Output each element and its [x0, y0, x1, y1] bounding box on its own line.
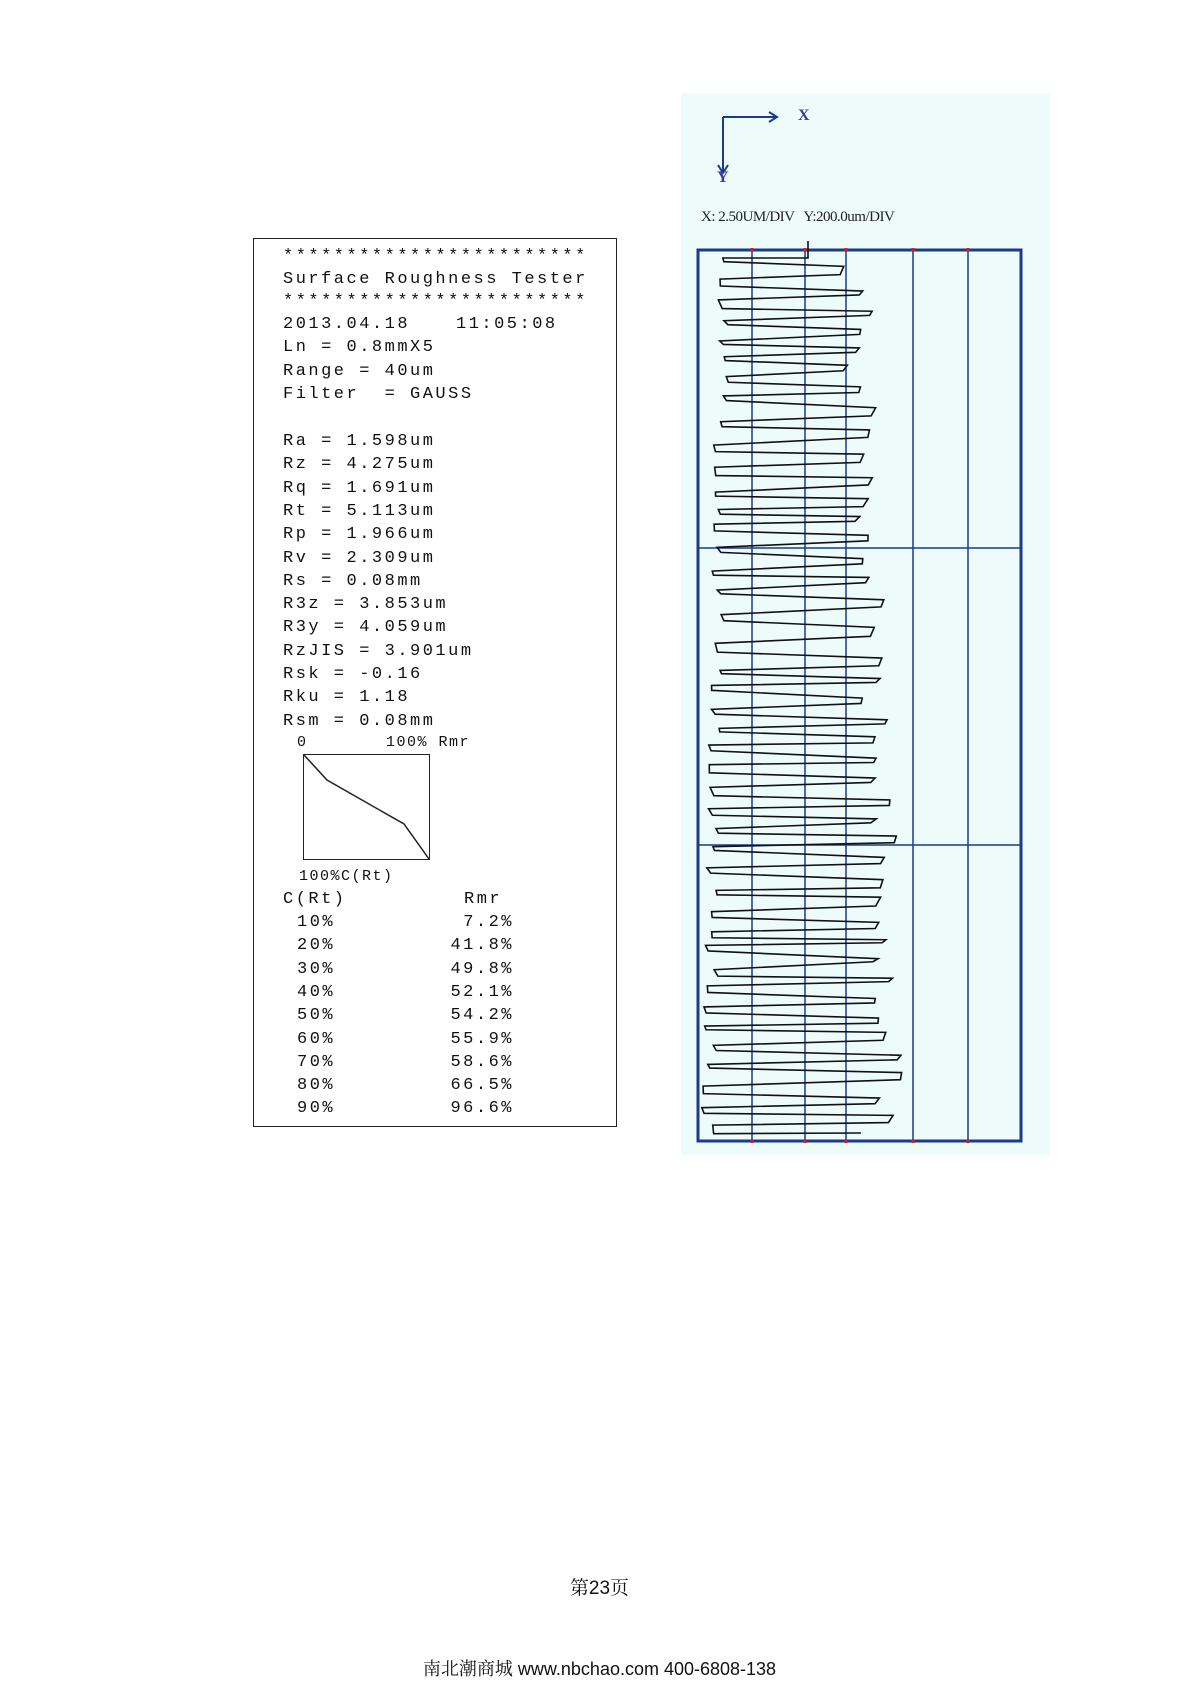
param-line: Rz = 4.275um: [283, 455, 436, 475]
c-rt-value: 50%: [297, 1006, 336, 1026]
param-line: Rp = 1.966um: [283, 525, 436, 545]
param-line: RzJIS = 3.901um: [283, 641, 474, 661]
param-line: R3z = 3.853um: [283, 595, 449, 615]
rmr-zero-label: 0: [297, 734, 308, 751]
x-axis-label: X: [798, 107, 810, 124]
rmr-value: 58.6%: [450, 1052, 514, 1072]
param-line: R3y = 4.059um: [283, 618, 449, 638]
c-rt-value: 40%: [297, 982, 336, 1002]
profile-chart-panel: [681, 93, 1050, 1155]
rmr-value: 49.8%: [450, 959, 514, 979]
grid-tick: [912, 248, 915, 251]
c-rt-value: 60%: [297, 1029, 336, 1049]
axis-arrows: [718, 112, 777, 173]
rmr-value: 7.2%: [463, 913, 514, 932]
date: 2013.04.18: [283, 315, 411, 334]
grid-tick: [845, 248, 848, 251]
rmr-value: 66.5%: [450, 1076, 514, 1096]
time: 11:05:08: [456, 315, 558, 334]
rmr-value: 52.1%: [450, 982, 514, 1002]
grid-tick: [751, 1140, 754, 1143]
grid-tick: [845, 1140, 848, 1143]
profile-trace: [702, 241, 902, 1134]
param-line: Rsm = 0.08mm: [283, 711, 436, 731]
ln-setting: Ln = 0.8mmX5: [283, 338, 436, 357]
rmr-top-label: 100% Rmr: [386, 734, 471, 751]
c-rt-value: 10%: [297, 913, 336, 932]
grid-tick: [967, 1140, 970, 1143]
grid-tick: [751, 248, 754, 251]
grid-tick: [804, 248, 807, 251]
y-axis-label: Y: [717, 169, 729, 186]
grid-tick: [804, 1140, 807, 1143]
c-rt-value: 90%: [297, 1099, 336, 1119]
rmr-value: 41.8%: [450, 936, 514, 956]
grid-tick: [967, 248, 970, 251]
rmr-value: 96.6%: [450, 1099, 514, 1119]
filter-setting: Filter = GAUSS: [283, 385, 474, 404]
param-line: Ra = 1.598um: [283, 432, 436, 451]
stars-top: ************************: [283, 247, 588, 266]
rmr-bottom-label: 100%C(Rt): [299, 868, 394, 885]
col-header-rmr: Rmr: [464, 890, 503, 909]
page-number: 第23页: [569, 1578, 630, 1599]
param-line: Rs = 0.08mm: [283, 571, 423, 591]
stars-bottom: ************************: [283, 292, 588, 311]
footer-text: 南北潮商城 www.nbchao.com 400-6808-138: [422, 1659, 777, 1679]
param-line: Rsk = -0.16: [283, 665, 423, 684]
param-line: Rq = 1.691um: [283, 478, 436, 498]
c-rt-value: 30%: [297, 959, 336, 979]
c-rt-value: 70%: [297, 1052, 336, 1072]
param-line: Rku = 1.18: [283, 688, 411, 708]
scale-label: X: 2.50UM/DIV Y:200.0um/DIV: [701, 209, 895, 225]
rmr-value: 54.2%: [450, 1006, 514, 1026]
c-rt-value: 20%: [297, 936, 336, 956]
param-line: Rv = 2.309um: [283, 548, 436, 568]
roughness-printout: [253, 238, 617, 1127]
profile-plot: [681, 93, 1050, 1155]
col-header-c: C(Rt): [283, 890, 347, 909]
rmr-value: 55.9%: [450, 1029, 514, 1049]
c-rt-value: 80%: [297, 1076, 336, 1096]
printout-title: Surface Roughness Tester: [283, 270, 588, 289]
grid-tick: [912, 1140, 915, 1143]
range-setting: Range = 40um: [283, 362, 436, 381]
rmr-curve-graph: [303, 754, 430, 860]
param-line: Rt = 5.113um: [283, 501, 436, 521]
rmr-curve: [304, 755, 429, 859]
